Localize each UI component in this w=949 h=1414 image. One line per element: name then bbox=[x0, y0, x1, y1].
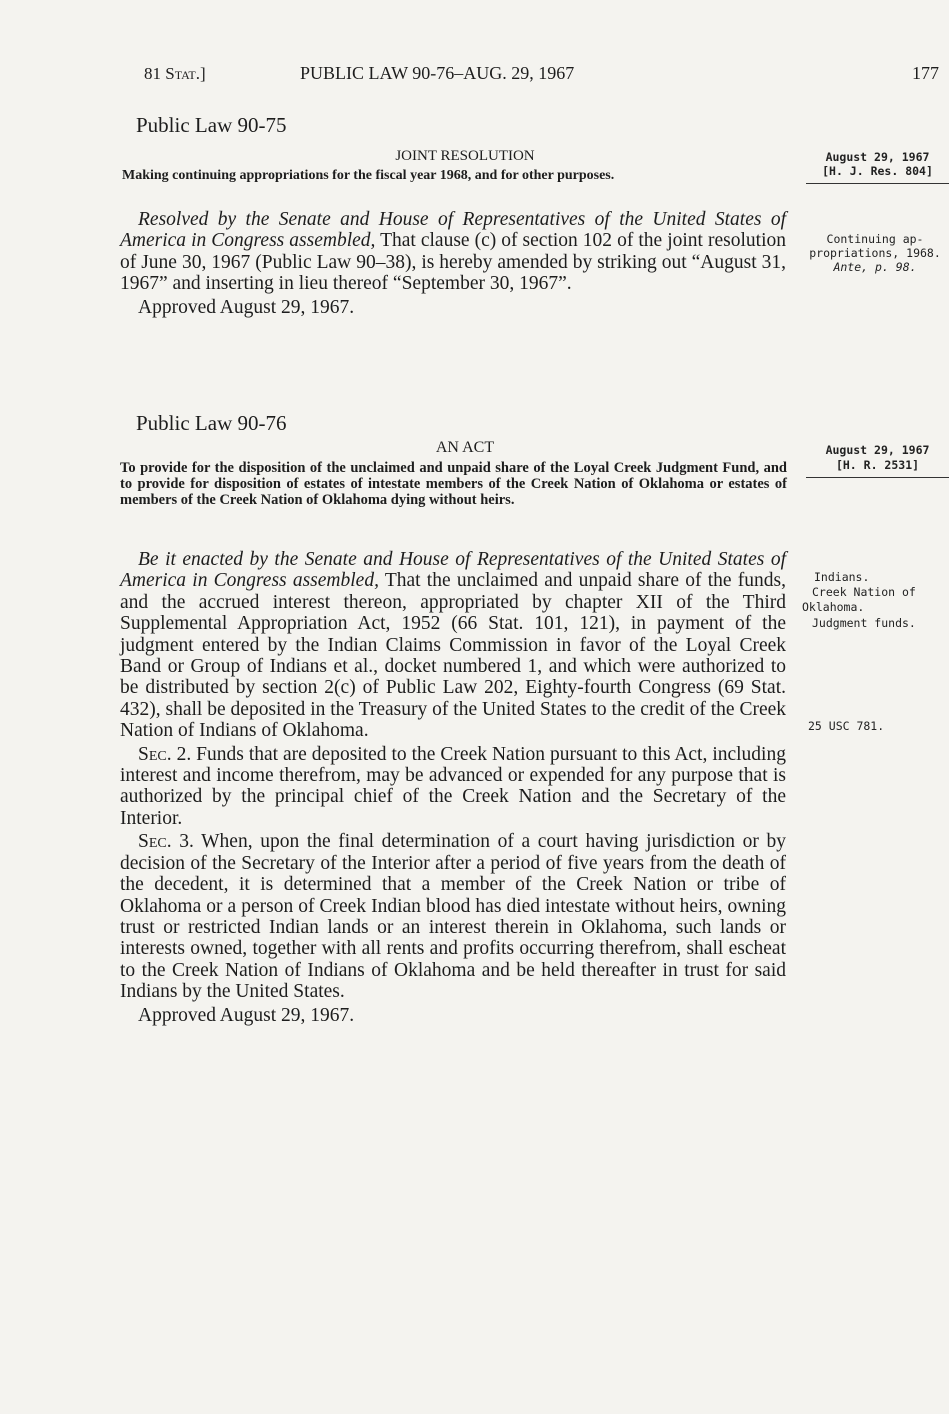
law-90-76-note-2: Creek Nation of bbox=[812, 585, 916, 599]
law-90-75-margin-date: August 29, 1967 bbox=[825, 150, 930, 164]
law-90-75-text: That clause (c) of section 102 of the joint resolution of June 30, 1967 (Public Law 90–38), is hereby amended by striking out “August 31, 1967” and inserting in lieu thereof “September 30, 1967”. bbox=[120, 230, 786, 295]
law-90-76-margin-date: August 29, 1967 bbox=[825, 443, 930, 457]
law-90-76-note-3: Oklahoma. bbox=[802, 600, 865, 614]
law-90-75-note-2: propriations, 1968. bbox=[809, 246, 941, 260]
section-3-text: When, upon the final determination of a court having jurisdiction or by decision of the Secretary of the Interior after a period of five years from the death of the decedent, it is determined that a member of the Creek Nation or tribe of Oklahoma or a person of Creek Indian blood has died intestate without heirs, owning trust or restricted Indian lands or an interest therein in Oklahoma, such lands or interests owned, together with all rents and profits occurring therefrom, shall escheat to the Creek Nation of Indians of Oklahoma and be held thereafter in trust for said Indians by the United States. bbox=[120, 831, 786, 1003]
law-90-76-number: Public Law 90-76 bbox=[136, 411, 287, 435]
section-3-label: Sec. 3. bbox=[138, 831, 194, 853]
law-90-76-note-1: Indians. bbox=[814, 570, 870, 584]
enacting-clause: Be it enacted by the Senate and House of Representatives of the United States of America in Congress assembled, bbox=[120, 549, 786, 592]
law-90-76-purpose: To provide for the disposition of the unclaimed and unpaid share of the Loyal Creek Judgment Fund, and to provide for disposition of estates of intestate members of the Creek Nation of Oklahoma or estates of members of the Creek Nation of Oklahoma dying without heirs. bbox=[120, 460, 787, 508]
law-90-76-approved: Approved August 29, 1967. bbox=[138, 1004, 355, 1026]
law-90-75-margin-bill: [H. J. Res. 804] bbox=[822, 164, 933, 178]
law-90-75-note-1: Continuing ap- bbox=[826, 232, 924, 246]
resolving-clause: Resolved by the Senate and House of Representatives of the United States of America in Congress assembled, bbox=[120, 209, 786, 252]
law-90-75-type: JOINT RESOLUTION bbox=[395, 148, 535, 164]
law-90-76-body bbox=[120, 549, 786, 1026]
header-title: PUBLIC LAW 90-76–AUG. 29, 1967 bbox=[300, 63, 575, 83]
law-90-76-usc: 25 USC 781. bbox=[808, 719, 885, 733]
law-90-75-number: Public Law 90-75 bbox=[136, 113, 287, 137]
law-90-75-note-3: Ante, p. 98. bbox=[833, 260, 917, 274]
law-90-76-type: AN ACT bbox=[435, 439, 495, 456]
page-number: 177 bbox=[912, 63, 939, 83]
header-volume: 81 Stat.] bbox=[144, 64, 206, 83]
law-90-75-margin-rule bbox=[806, 183, 949, 184]
law-90-75-approved: Approved August 29, 1967. bbox=[138, 296, 355, 318]
law-90-76-note-4: Judgment funds. bbox=[812, 616, 916, 630]
law-90-75-body bbox=[120, 209, 786, 318]
section-2-text: Funds that are deposited to the Creek Nation pursuant to this Act, including interest and income therefrom, may be advanced or expended for any purpose that is authorized by the principal chief of the Creek Nation and the Secretary of the Interior. bbox=[120, 743, 786, 829]
law-90-76-margin-bill: [H. R. 2531] bbox=[835, 458, 920, 472]
section-2-label: Sec. 2. bbox=[138, 743, 192, 765]
section-1-text: That the unclaimed and unpaid share of the funds, and the accrued interest thereon, appropriated by chapter XII of the Third Supplemental Appropriation Act, 1952 (66 Stat. 101, 121), in payment of the judgment entered by the Indian Claims Commission in favor of the Loyal Creek Band or Group of Indians et al., docket numbered 1, and which were authorized to be distributed by section 2(c) of Public Law 202, Eighty-fourth Congress (69 Stat. 432), shall be deposited in the Treasury of the United States to the credit of the Creek Nation of Indians of Oklahoma. bbox=[120, 570, 786, 742]
law-90-75-purpose: Making continuing appropriations for the fiscal year 1968, and for other purposes. bbox=[122, 168, 615, 183]
law-90-76-margin-rule bbox=[806, 477, 949, 478]
